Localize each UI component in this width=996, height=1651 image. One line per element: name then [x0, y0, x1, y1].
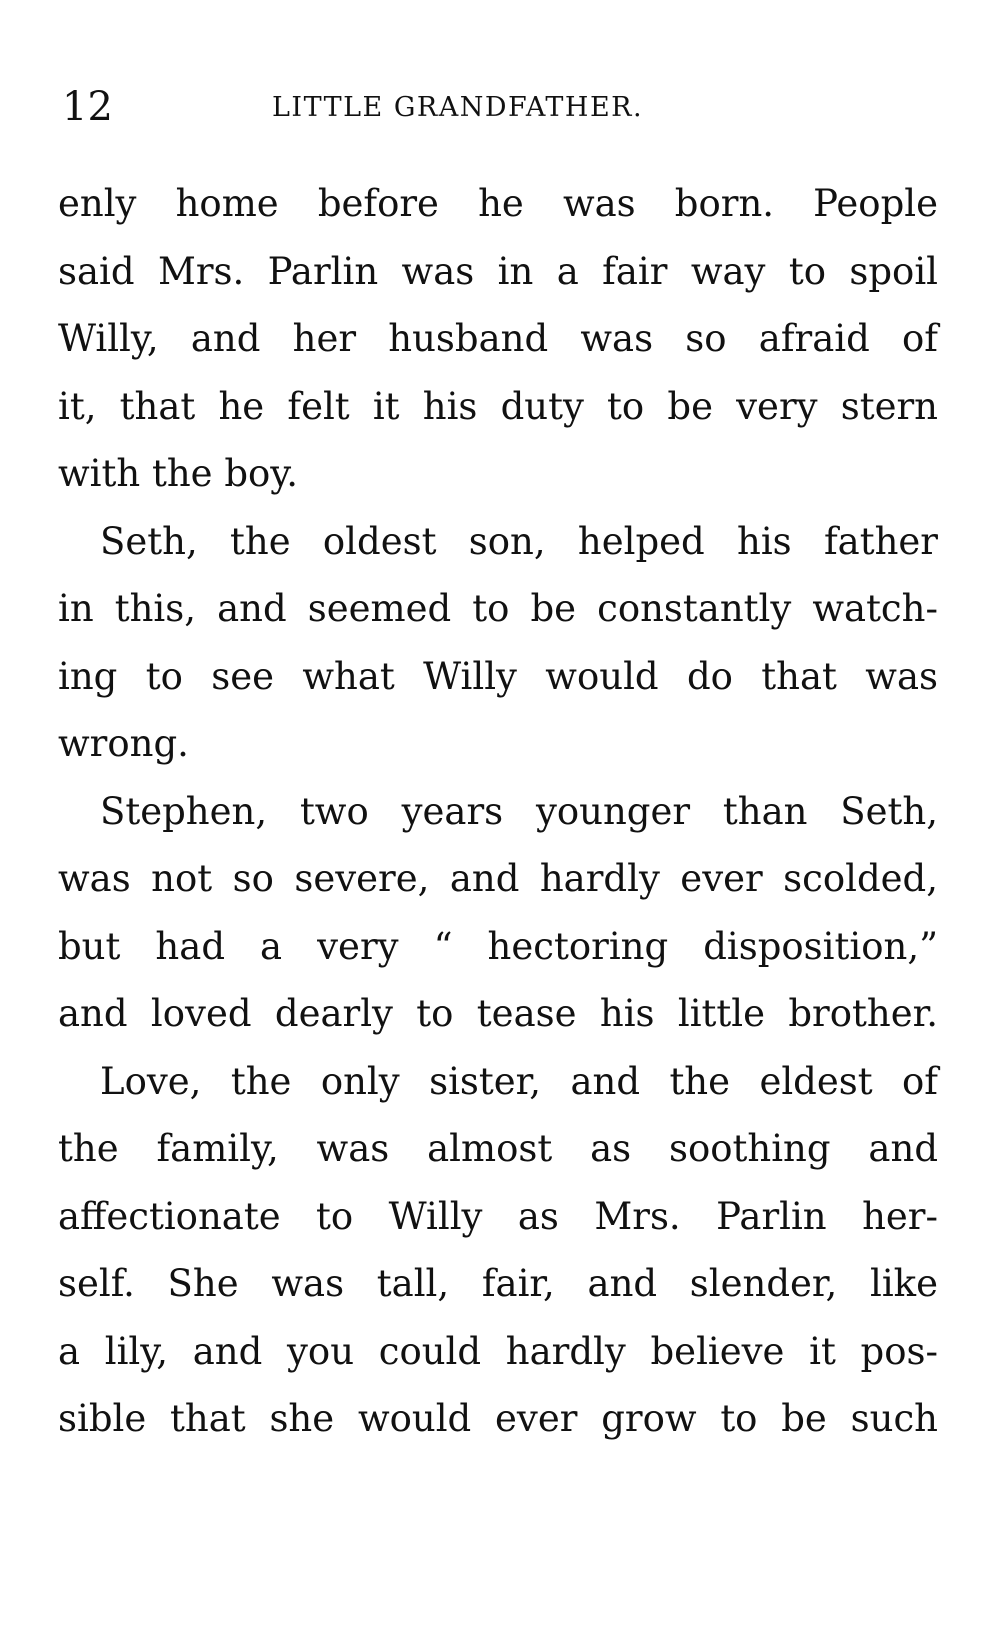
running-head [62, 82, 934, 132]
body-text [58, 170, 938, 1453]
page-number: 12 [62, 84, 113, 130]
text-line: it, that he felt it his duty to be very stern [58, 384, 938, 428]
text-line: was not so severe, and hardly ever scolded, [58, 857, 938, 900]
text-line: Love, the only sister, and the eldest of [100, 1059, 938, 1103]
text-line: affectionate to Willy as Mrs. Parlin her- [58, 1194, 938, 1238]
text-line: Stephen, two years younger than Seth, [100, 789, 938, 833]
running-title: LITTLE GRANDFATHER. [272, 92, 644, 123]
text-line: in this, and seemed to be constantly watch- [58, 587, 938, 630]
text-line: but had a very “ hectoring disposition,” [58, 924, 938, 968]
text-line: said Mrs. Parlin was in a fair way to spoil [58, 249, 938, 293]
text-line: Willy, and her husband was so afraid of [58, 317, 938, 360]
text-line: self. She was tall, fair, and slender, like [58, 1262, 938, 1305]
text-line: and loved dearly to tease his little brother. [58, 992, 938, 1035]
text-line: enly home before he was born. People [58, 182, 938, 225]
text-line: wrong. [58, 722, 189, 765]
text-line: Seth, the oldest son, helped his father [100, 519, 938, 563]
text-line: with the boy. [58, 452, 299, 495]
text-line: the family, was almost as soothing and [58, 1127, 938, 1170]
text-line: sible that she would ever grow to be such [58, 1397, 938, 1440]
text-line: a lily, and you could hardly believe it pos- [58, 1329, 938, 1373]
text-line: ing to see what Willy would do that was [58, 654, 938, 698]
